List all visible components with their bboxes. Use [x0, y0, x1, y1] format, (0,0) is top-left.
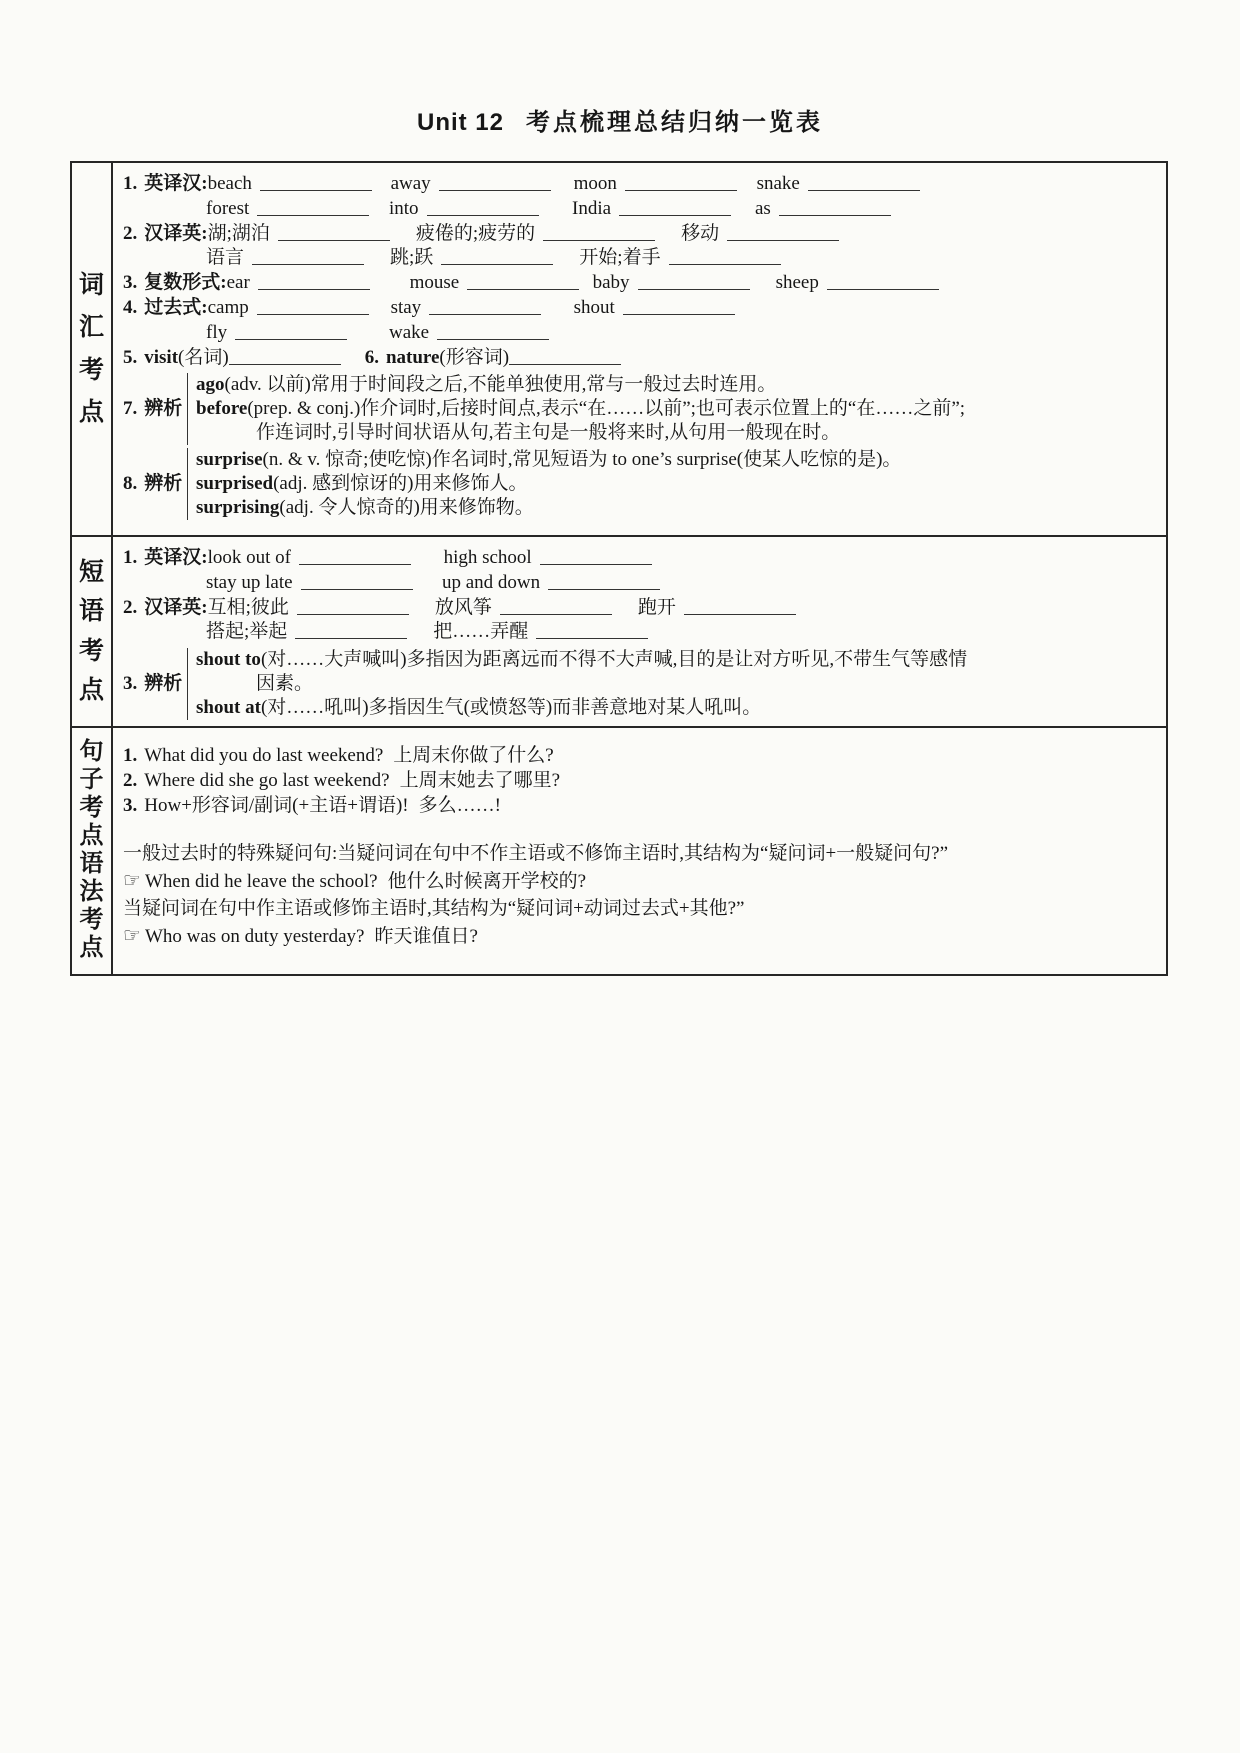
sentence-zh: 上周末她去了哪里? — [399, 769, 561, 791]
word: mouse — [409, 272, 460, 294]
word-blank-pair — [435, 596, 612, 621]
word-blank-pair — [442, 571, 678, 596]
phrase-text: 把……弄醒 — [433, 621, 529, 643]
label-char: 考 — [78, 356, 104, 384]
word-blank-pair — [391, 296, 574, 321]
analysis-line — [196, 421, 1156, 445]
page-title-unit: Unit 12 — [416, 109, 504, 136]
sentence-item-1 — [123, 744, 1156, 769]
fill-in-blank — [779, 201, 891, 216]
fill-in-blank — [467, 275, 579, 290]
section-label-vocabulary — [72, 163, 113, 535]
item-number: 2. — [123, 769, 138, 791]
explanation: (prep. & conj.)作介词时,后接时间点,表示“在……以前”;也可表示位置上的“在……之前”; — [247, 398, 966, 420]
item-number: 6. — [364, 346, 379, 368]
word-blank-pair — [572, 197, 755, 222]
rule-text: 当疑问词在句中作主语或修饰主语时,其结构为“疑问词+动词过去式+其他?” — [123, 898, 745, 920]
word-blank-pair — [410, 271, 593, 296]
sentence-zh: 上周末你做了什么? — [393, 745, 554, 766]
word-blank-pair — [208, 596, 409, 621]
explanation: (n. & v. 惊奇;使吃惊)作名词时,常见短语为 to one’s surprise(使某人吃惊的是)。 — [262, 449, 902, 471]
fill-in-blank — [258, 275, 370, 290]
word-blank-pair — [206, 620, 407, 645]
word: 疲倦的;疲劳的 — [415, 222, 536, 244]
fill-in-blank — [257, 201, 369, 216]
item-number: 1. — [123, 745, 138, 766]
example-zh: 他什么时候离开学校的? — [387, 871, 587, 893]
item-number: 3. — [123, 794, 138, 816]
rule-text: 一般过去时的特殊疑问句:当疑问词在句中不作主语或不修饰主语时,其结构为“疑问词+一般疑问句?” — [123, 843, 949, 865]
word-blank-pair — [776, 271, 959, 296]
word-blank-pair — [208, 296, 391, 321]
fill-in-blank — [252, 250, 364, 265]
phrase-zh-to-en-line2 — [123, 620, 1156, 645]
word-blank-pair — [593, 271, 776, 296]
phrase-analysis-3 — [123, 648, 1156, 720]
fill-in-blank — [437, 325, 549, 340]
word-blank-pair — [227, 271, 410, 296]
label-char: 点 — [79, 823, 104, 850]
word: away — [390, 173, 431, 194]
word: stay — [390, 296, 422, 318]
word-blank-pair — [206, 321, 389, 346]
analysis-lines — [187, 648, 1156, 720]
analysis-line — [196, 496, 1156, 520]
analysis-line — [196, 672, 1156, 696]
phrase-text: 放风筝 — [434, 596, 492, 618]
word: visit — [144, 346, 179, 368]
label-char: 法 — [79, 878, 104, 905]
label-char: 语 — [79, 851, 104, 877]
word-blank-pair — [444, 546, 680, 571]
word-blank-pair — [681, 222, 839, 247]
word: ear — [226, 272, 250, 294]
fill-in-blank — [500, 600, 612, 615]
phrase-en-to-zh-line1 — [123, 546, 1156, 571]
item-number: 2. — [123, 596, 138, 618]
vocab-en-to-zh-line1 — [123, 172, 1156, 197]
section-gap — [123, 818, 1156, 840]
item-number: 3. — [123, 272, 138, 294]
fill-in-blank — [669, 250, 781, 265]
word-blank-pair — [390, 246, 553, 271]
grammar-example-2 — [123, 922, 1156, 950]
example-zh: 昨天谁值日? — [374, 926, 478, 948]
analysis-lines — [187, 373, 1156, 445]
fill-in-blank — [684, 600, 796, 615]
label-char: 点 — [78, 677, 104, 704]
word-blank-pair — [389, 197, 572, 222]
word-blank-pair — [208, 172, 391, 197]
fill-in-blank — [540, 550, 652, 565]
keyword: surprising — [196, 497, 280, 519]
word-blank-pair — [755, 197, 938, 222]
fill-in-blank — [638, 275, 750, 290]
word: sheep — [775, 272, 819, 294]
category-label: 英译汉: — [144, 173, 208, 194]
word: into — [389, 197, 419, 219]
keyword: before — [196, 398, 248, 420]
explanation: (对……吼叫)多指因生气(或愤怒等)而非善意地对某人吼叫。 — [260, 697, 762, 719]
phrase-text: 跑开 — [637, 596, 676, 618]
keyword: surprise — [196, 449, 263, 471]
word: baby — [592, 272, 630, 294]
word-note: (形容词) — [439, 346, 510, 368]
phrase-zh-to-en-line1 — [123, 596, 1156, 621]
fill-in-blank — [235, 325, 347, 340]
category-label: 过去式: — [144, 296, 208, 318]
item-number: 5. — [123, 346, 138, 368]
analysis-lines — [187, 448, 1156, 520]
label-char: 汇 — [78, 314, 104, 341]
word-blank-pair — [433, 620, 648, 645]
fill-in-blank — [229, 350, 341, 365]
fill-in-blank — [536, 624, 648, 639]
word-blank-pair — [638, 596, 796, 621]
sentence-zh: 多么……! — [418, 794, 501, 816]
section-label-phrases — [72, 537, 113, 726]
word: India — [572, 197, 612, 219]
fill-in-blank — [509, 350, 621, 365]
sentence-en: What did you do last weekend? — [144, 745, 384, 766]
sentence-en: Where did she go last weekend? — [144, 769, 390, 791]
sentences-grammar-content — [113, 728, 1166, 974]
word: 语言 — [206, 247, 245, 269]
word-blank-pair — [206, 571, 442, 596]
fill-in-blank — [727, 226, 839, 241]
word: camp — [207, 296, 249, 318]
word-blank-pair — [206, 197, 389, 222]
pointing-hand-icon: ☞ — [123, 868, 141, 893]
label-char: 子 — [79, 767, 104, 794]
item-number: 8. — [123, 472, 138, 494]
vocab-past-tense-line2 — [123, 321, 1156, 346]
word-blank-pair — [391, 172, 574, 197]
grammar-example-1 — [123, 867, 1156, 895]
label-char: 句 — [79, 739, 104, 766]
word: moon — [573, 173, 617, 194]
explanation: (adj. 令人惊奇的)用来修饰物。 — [279, 497, 534, 519]
fill-in-blank — [429, 300, 541, 315]
page-title — [0, 0, 1240, 137]
item-number: 7. — [123, 397, 138, 419]
word: forest — [206, 197, 250, 219]
section-sentences-grammar — [72, 726, 1166, 974]
analysis-line — [196, 472, 1156, 496]
word-blank-pair — [208, 222, 390, 247]
vocab-plural-line — [123, 271, 1156, 296]
word-blank-pair — [757, 172, 940, 197]
item-number: 1. — [123, 173, 138, 194]
category-label: 英译汉: — [144, 547, 208, 568]
analysis-label — [123, 672, 187, 697]
analysis-line — [196, 648, 1156, 672]
word-blank-pair — [206, 246, 364, 271]
word-note: (名词) — [178, 346, 229, 368]
word: snake — [756, 173, 800, 194]
fill-in-blank — [543, 226, 655, 241]
label-char: 考 — [79, 906, 104, 933]
sentence-en: How+形容词/副词(+主语+谓语)! — [144, 794, 409, 816]
explanation: 因素。 — [256, 673, 314, 695]
word: 开始;着手 — [579, 247, 661, 269]
fill-in-blank — [257, 300, 369, 315]
word-blank-pair — [574, 172, 757, 197]
word-blank-pair — [389, 321, 572, 346]
fill-in-blank — [427, 201, 539, 216]
vocab-zh-to-en-line1 — [123, 222, 1156, 247]
vocab-en-to-zh-line2 — [123, 197, 1156, 222]
fill-in-blank — [625, 176, 737, 191]
category-label: 汉译英: — [144, 596, 208, 618]
label-char: 考 — [79, 795, 104, 822]
section-phrases — [72, 535, 1166, 726]
fill-in-blank — [441, 250, 553, 265]
word: 跳;跃 — [390, 247, 434, 269]
pointing-hand-icon: ☞ — [123, 923, 141, 948]
keyword: surprised — [196, 473, 274, 495]
section-label-sentences-grammar — [72, 728, 113, 974]
analysis-title: 辨析 — [144, 397, 183, 419]
grammar-rule-1 — [123, 840, 1156, 867]
fill-in-blank — [548, 575, 660, 590]
item-number: 3. — [123, 672, 138, 694]
grammar-rule-2 — [123, 895, 1156, 922]
example-en: When did he leave the school? — [144, 871, 378, 893]
item-number: 1. — [123, 547, 138, 568]
word-blank-pair — [574, 296, 757, 321]
word: shout — [573, 296, 615, 318]
fill-in-blank — [299, 550, 411, 565]
analysis-line — [196, 397, 1156, 421]
label-char: 短 — [78, 558, 104, 586]
summary-table — [70, 161, 1168, 976]
phrase-text: 互相;彼此 — [207, 596, 289, 618]
fill-in-blank — [260, 176, 372, 191]
explanation: (adj. 感到惊讶的)用来修饰人。 — [273, 473, 528, 495]
fill-in-blank — [619, 201, 731, 216]
analysis-line — [196, 448, 1156, 472]
fill-in-blank — [623, 300, 735, 315]
label-char: 考 — [78, 637, 104, 665]
explanation: (对……大声喊叫)多指因为距离远而不得不大声喊,目的是让对方听见,不带生气等感情 — [260, 649, 968, 671]
fill-in-blank — [827, 275, 939, 290]
sentence-item-3 — [123, 794, 1156, 819]
keyword: shout at — [196, 697, 261, 719]
fill-in-blank — [301, 575, 413, 590]
analysis-title: 辨析 — [144, 672, 183, 694]
word-blank-pair — [208, 546, 444, 571]
word: 移动 — [681, 222, 720, 244]
word: fly — [206, 321, 228, 343]
phrases-content — [113, 537, 1166, 726]
phrase-text: up and down — [442, 571, 541, 593]
page-title-text: 考点梳理总结归纳一览表 — [526, 109, 823, 136]
example-en: Who was on duty yesterday? — [144, 926, 365, 948]
word: nature — [385, 346, 440, 368]
vocab-analysis-7 — [123, 373, 1156, 445]
label-char: 语 — [78, 598, 104, 625]
analysis-title: 辨析 — [144, 472, 183, 494]
vocab-analysis-8 — [123, 448, 1156, 520]
category-label: 汉译英: — [144, 222, 208, 244]
vocab-zh-to-en-line2 — [123, 246, 1156, 271]
fill-in-blank — [297, 600, 409, 615]
phrase-text: look out of — [207, 547, 291, 568]
word: beach — [207, 173, 252, 194]
keyword: ago — [196, 374, 225, 396]
phrase-text: high school — [443, 547, 532, 568]
section-vocabulary — [72, 163, 1166, 535]
fill-in-blank — [295, 624, 407, 639]
explanation: (adv. 以前)常用于时间段之后,不能单独使用,常与一般过去时连用。 — [224, 374, 777, 396]
label-char: 词 — [78, 271, 104, 299]
word-blank-pair — [579, 246, 780, 271]
analysis-label — [123, 397, 187, 422]
analysis-line — [196, 696, 1156, 720]
analysis-label — [123, 472, 187, 497]
word: as — [755, 197, 771, 219]
vocabulary-content — [113, 163, 1166, 535]
word: wake — [389, 321, 430, 343]
keyword: shout to — [196, 649, 261, 671]
phrase-en-to-zh-line2 — [123, 571, 1156, 596]
phrase-text: 搭起;举起 — [206, 621, 288, 643]
explanation: 作连词时,引导时间状语从句,若主句是一般将来时,从句用一般现在时。 — [256, 422, 841, 444]
fill-in-blank — [808, 176, 920, 191]
phrase-text: stay up late — [206, 571, 293, 593]
vocab-derivation-line — [123, 346, 1156, 371]
fill-in-blank — [278, 226, 390, 241]
vocab-past-tense-line1 — [123, 296, 1156, 321]
sentence-item-2 — [123, 769, 1156, 794]
item-number: 4. — [123, 296, 138, 318]
label-char: 点 — [78, 399, 104, 426]
word-blank-pair — [416, 222, 655, 247]
label-char: 点 — [79, 934, 104, 961]
item-number: 2. — [123, 222, 138, 244]
category-label: 复数形式: — [144, 272, 227, 294]
word: 湖;湖泊 — [207, 222, 270, 244]
analysis-line — [196, 373, 1156, 397]
fill-in-blank — [439, 176, 551, 191]
